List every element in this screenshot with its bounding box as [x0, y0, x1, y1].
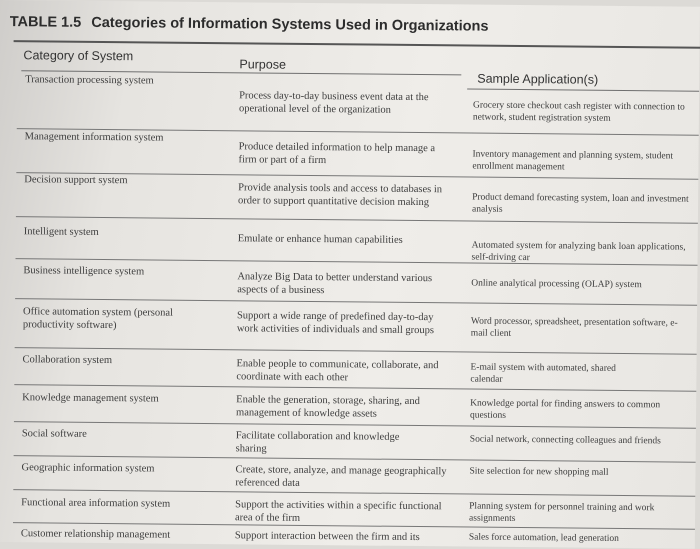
row-category: Intelligent system — [23, 226, 99, 238]
table-row — [0, 528, 695, 544]
row-sample: E-mail system with automated, shared calendar — [470, 362, 616, 385]
row-sample: Word processor, spreadsheet, presentation software, e-mail client — [470, 316, 678, 339]
table-row — [0, 265, 697, 296]
row-purpose: Process day-to-day business event data at the operational level of the organization — [238, 90, 429, 116]
row-purpose: Produce detailed information to help manage a firm or part of a firm — [238, 141, 436, 166]
row-category: Management information system — [24, 131, 164, 144]
row-sample: Online analytical processing (OLAP) system — [471, 278, 642, 291]
table-row — [0, 306, 697, 339]
row-category: Collaboration system — [22, 354, 113, 367]
row-sample: Product demand forecasting system, loan and investment analysis — [471, 192, 689, 215]
header-purpose: Purpose — [239, 57, 287, 72]
table-title — [10, 14, 489, 35]
row-category: Transaction processing system — [25, 74, 154, 87]
row-purpose: Enable the generation, storage, sharing, and management of knowledge assets — [236, 394, 420, 420]
row-purpose: Create, store, analyze, and manage geographically referenced data — [235, 464, 447, 489]
row-category: Decision support system — [24, 174, 128, 187]
row-sample: Social network, connecting colleagues and friends — [469, 434, 661, 447]
row-sample: Site selection for new shopping mall — [469, 466, 609, 478]
row-sample: Grocery store checkout cash register with connection to network, student registration system — [472, 100, 685, 124]
table-row — [0, 462, 696, 489]
row-sample: Sales force automation, lead generation — [468, 532, 619, 544]
row-separator — [15, 298, 697, 306]
row-category: Office automation system (personal productivity software) — [22, 306, 174, 331]
row-category: Functional area information system — [21, 497, 171, 510]
row-purpose: Support interaction between the firm and its — [234, 530, 420, 544]
row-purpose: Emulate or enhance human capabilities — [237, 233, 403, 246]
row-sample: Inventory management and planning system, student enrollment management — [472, 149, 674, 172]
table-number: TABLE 1.5 — [9, 14, 82, 31]
table-row — [0, 497, 695, 524]
row-separator — [15, 347, 697, 355]
row-purpose: Provide analysis tools and access to databases in order to support quantitative decision making — [238, 182, 443, 208]
row-sample: Automated system for analyzing bank loan applications, self-driving car — [471, 240, 686, 263]
header-top-rule — [14, 40, 700, 49]
row-category: Geographic information system — [21, 462, 155, 475]
row-category: Social software — [21, 428, 87, 440]
row-separator — [16, 216, 698, 224]
header-category: Category of System — [23, 48, 134, 64]
table-caption: Categories of Information Systems Used in Organizations — [91, 14, 489, 35]
row-purpose: Support the activities within a specific functional area of the firm — [234, 499, 442, 524]
row-category: Business intelligence system — [23, 265, 145, 278]
row-purpose: Support a wide range of predefined day-to-day work activities of individuals and small groups — [236, 310, 435, 336]
row-purpose: Enable people to communicate, collaborate, and coordinate with each other — [236, 358, 439, 383]
row-purpose: Facilitate collaboration and knowledge sharing — [235, 430, 400, 455]
table-row — [0, 392, 696, 421]
table-row — [0, 428, 696, 455]
row-sample: Planning system for personnel training and work assignments — [469, 501, 655, 524]
row-purpose: Analyze Big Data to better understand various aspects of a business — [237, 271, 433, 296]
table-row — [0, 226, 698, 263]
row-category: Knowledge management system — [22, 392, 159, 405]
header-bottom-rule-right — [467, 88, 699, 91]
row-sample: Knowledge portal for finding answers to common questions — [469, 398, 661, 421]
table-row — [0, 354, 697, 385]
row-category: Customer relationship management — [20, 528, 171, 541]
header-sample: Sample Application(s) — [477, 71, 599, 87]
